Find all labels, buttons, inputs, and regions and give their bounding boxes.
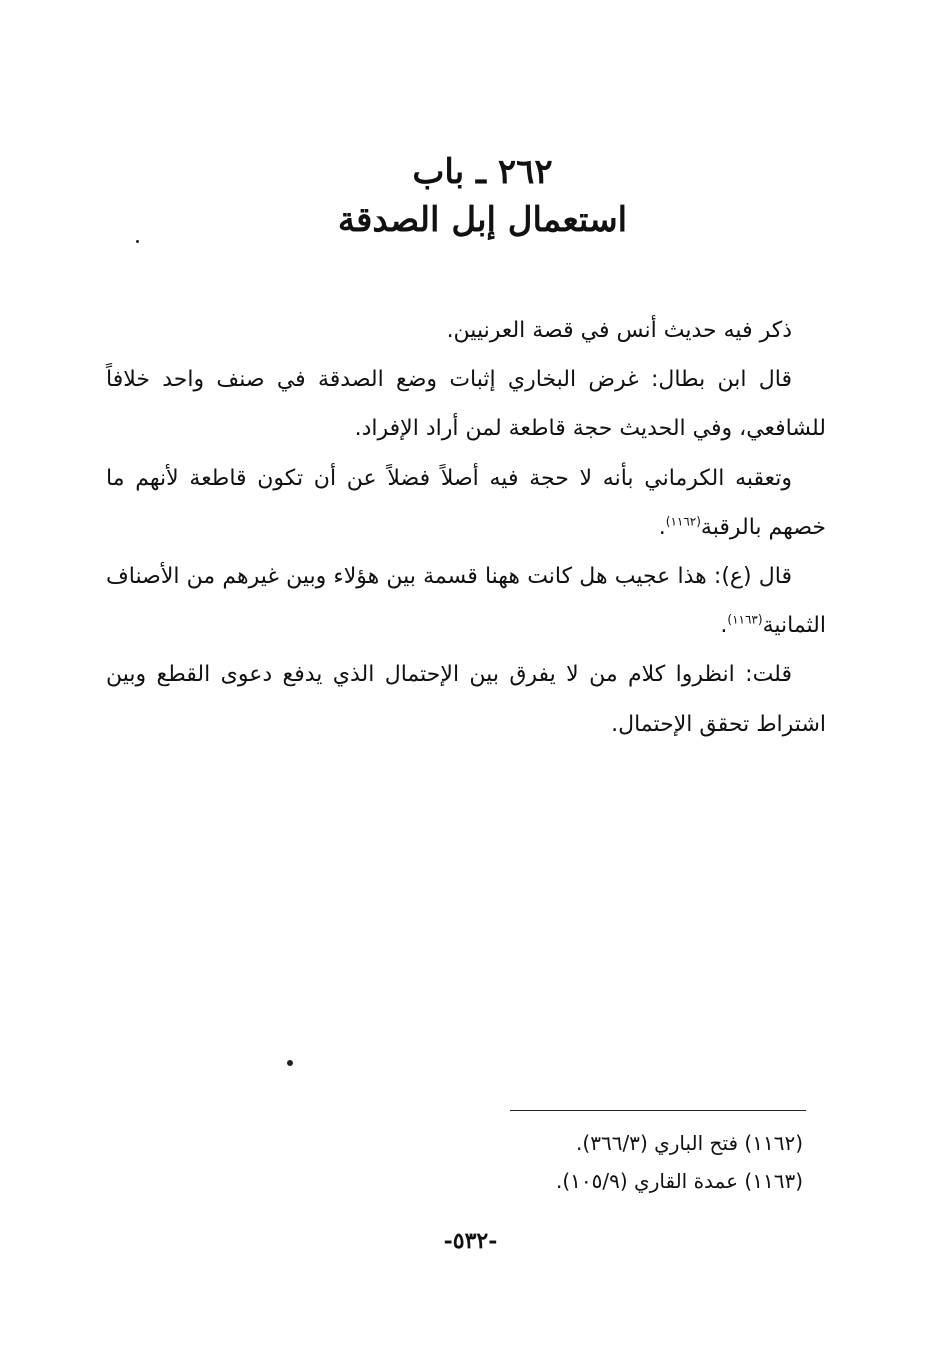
page-number: -٥٣٢- bbox=[443, 1228, 498, 1254]
paragraph-ibn-battal: قال ابن بطال: غرض البخاري إثبات وضع الصدقة في صنف واحد خلافاً للشافعي، وفي الحديث حجة قاطعة لمن أراد الإفراد. bbox=[106, 367, 826, 442]
paragraph-text: قال (ع): هذا عجيب هل كانت ههنا قسمة بين هؤلاء وبين غيرهم من الأصناف الثمانية bbox=[106, 564, 826, 639]
paragraph-intro: ذكر فيه حديث أنس في قصة العرنيين. bbox=[446, 318, 792, 343]
paragraph-author-comment: قلت: انظروا كلام من لا يفرق بين الإحتمال الذي يدفع دعوى القطع وبين اشتراط تحقق الإحتمال. bbox=[106, 662, 826, 737]
print-speck bbox=[287, 1060, 293, 1066]
footnotes bbox=[403, 1124, 803, 1200]
paragraph-punctuation: . bbox=[658, 514, 666, 540]
chapter-title: استعمال إبل الصدقة bbox=[337, 200, 628, 240]
body-text bbox=[106, 306, 826, 749]
chapter-number: ٢٦٢ ـ باب bbox=[412, 152, 553, 192]
paragraph-punctuation: . bbox=[720, 613, 728, 639]
footnote-1162: (١١٦٢) فتح الباري (٣٦٦/٣). bbox=[576, 1131, 803, 1155]
footnote-separator bbox=[510, 1110, 806, 1111]
paragraph-text: وتعقبه الكرماني بأنه لا حجة فيه أصلاً فضلاً عن أن تكون قاطعة لأنهم ما خصهم بالرقبة bbox=[106, 465, 826, 540]
footnote-reference[interactable]: (١١٦٢) bbox=[665, 514, 701, 529]
footnote-reference[interactable]: (١١٦٣) bbox=[727, 612, 763, 627]
footnote-1163: (١١٦٣) عمدة القاري (١٠٥/٩). bbox=[556, 1169, 803, 1193]
paragraph-ayni bbox=[106, 552, 826, 650]
paragraph-kirmani bbox=[106, 454, 826, 552]
print-speck bbox=[136, 240, 139, 243]
